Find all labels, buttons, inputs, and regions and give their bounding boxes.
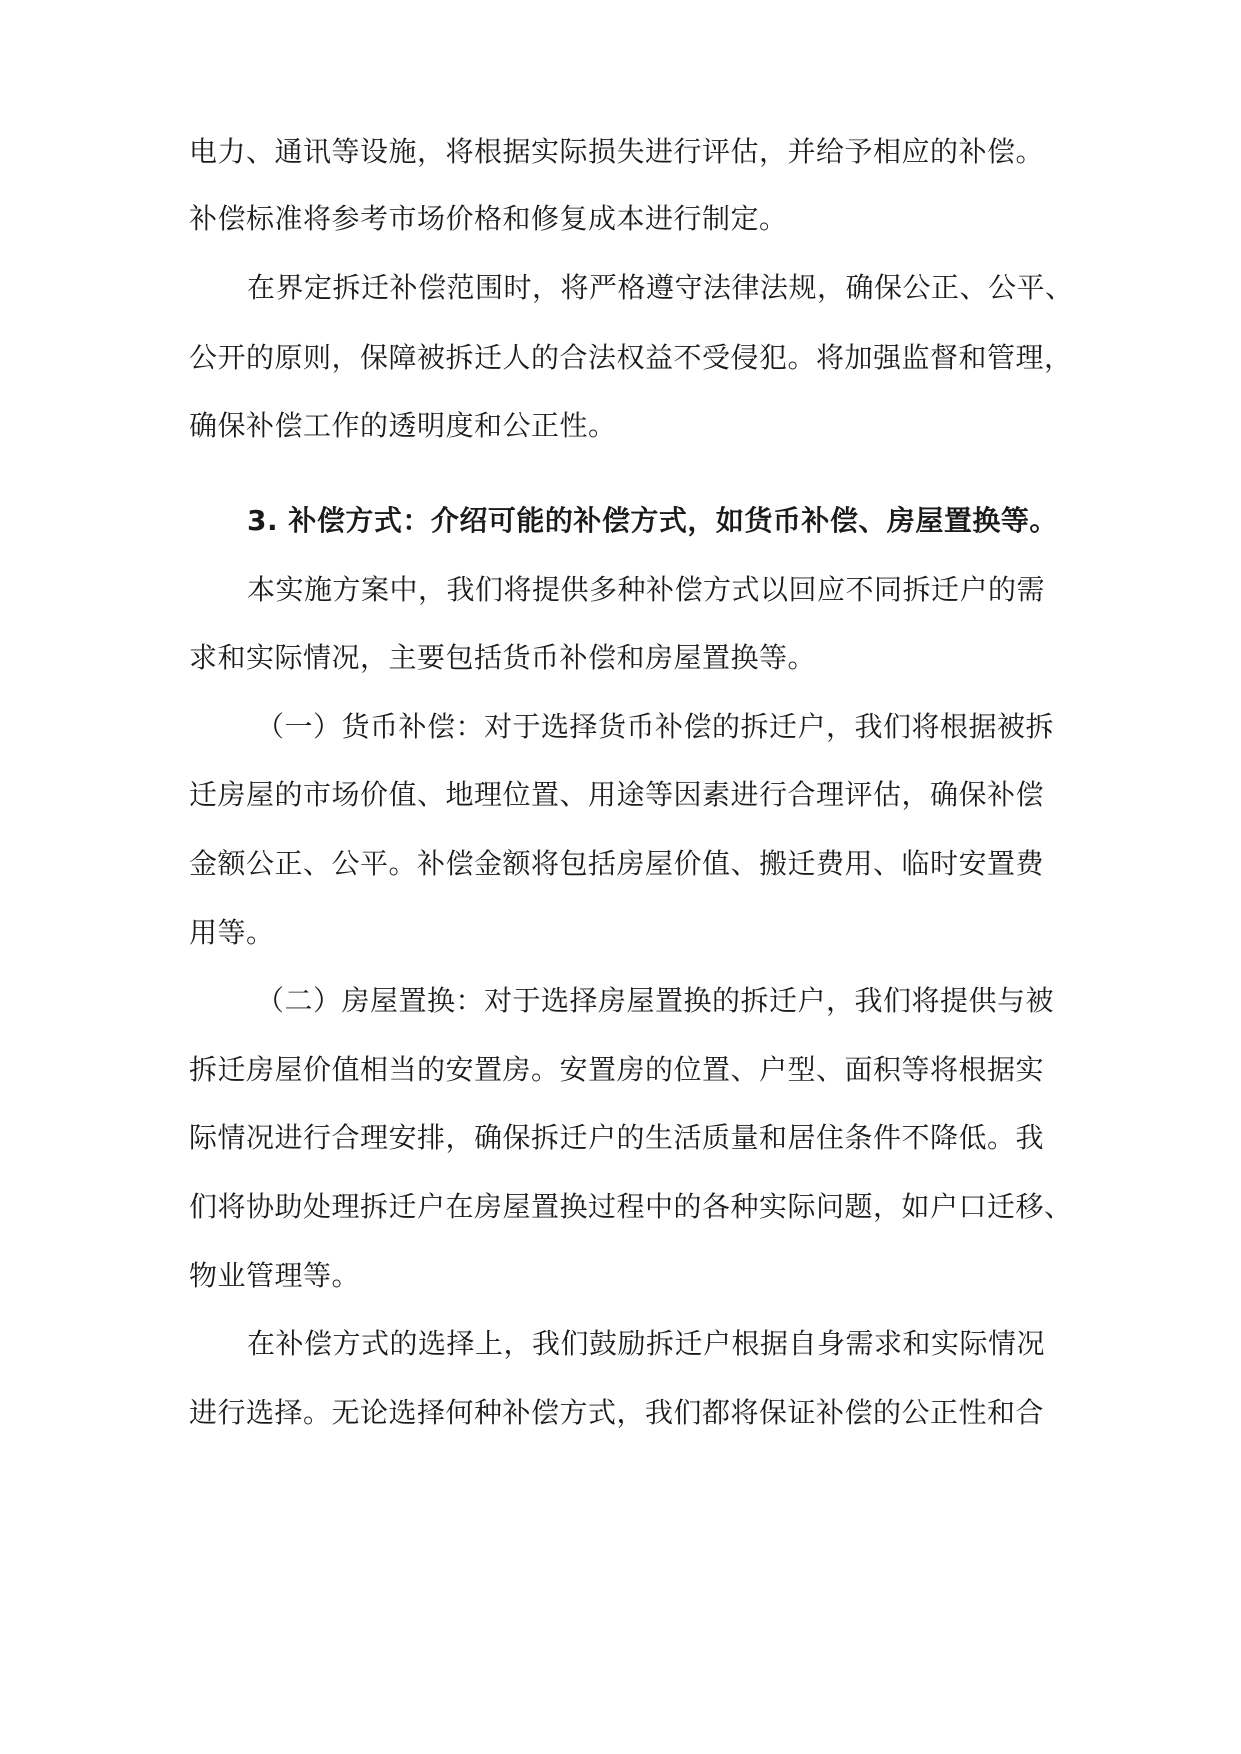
paragraph-line: 本实施方案中，我们将提供多种补偿方式以回应不同拆迁户的需 xyxy=(247,573,1046,606)
paragraph-line: 拆迁房屋价值相当的安置房。安置房的位置、户型、面积等将根据实 xyxy=(189,1053,1045,1086)
paragraph-line: 际情况进行合理安排，确保拆迁户的生活质量和居住条件不降低。我 xyxy=(189,1121,1045,1154)
paragraph-line: 电力、通讯等设施，将根据实际损失进行评估，并给予相应的补偿。 xyxy=(189,135,1045,168)
paragraph-line: （二）房屋置换：对于选择房屋置换的拆迁户，我们将提供与被 xyxy=(256,984,1055,1017)
paragraph-line: 补偿标准将参考市场价格和修复成本进行制定。 xyxy=(189,202,788,235)
paragraph-line: 用等。 xyxy=(189,916,275,949)
paragraph-line: 在补偿方式的选择上，我们鼓励拆迁户根据自身需求和实际情况 xyxy=(247,1327,1046,1360)
paragraph-line: （一）货币补偿：对于选择货币补偿的拆迁户，我们将根据被拆 xyxy=(256,710,1055,743)
paragraph-line: 迁房屋的市场价值、地理位置、用途等因素进行合理评估，确保补偿 xyxy=(189,778,1045,811)
paragraph-line: 公开的原则，保障被拆迁人的合法权益不受侵犯。将加强监督和管理， xyxy=(189,341,1073,374)
paragraph-line: 确保补偿工作的透明度和公正性。 xyxy=(189,409,617,442)
section-heading: 3. 补偿方式：介绍可能的补偿方式，如货币补偿、房屋置换等。 xyxy=(247,504,1058,537)
paragraph-line: 在界定拆迁补偿范围时，将严格遵守法律法规，确保公正、公平、 xyxy=(247,271,1074,304)
paragraph-line: 们将协助处理拆迁户在房屋置换过程中的各种实际问题，如户口迁移、 xyxy=(189,1190,1073,1223)
paragraph-line: 进行选择。无论选择何种补偿方式，我们都将保证补偿的公正性和合 xyxy=(189,1396,1045,1429)
paragraph-line: 金额公正、公平。补偿金额将包括房屋价值、搬迁费用、临时安置费 xyxy=(189,847,1045,880)
paragraph-line: 求和实际情况，主要包括货币补偿和房屋置换等。 xyxy=(189,641,817,674)
paragraph-line: 物业管理等。 xyxy=(189,1259,361,1292)
